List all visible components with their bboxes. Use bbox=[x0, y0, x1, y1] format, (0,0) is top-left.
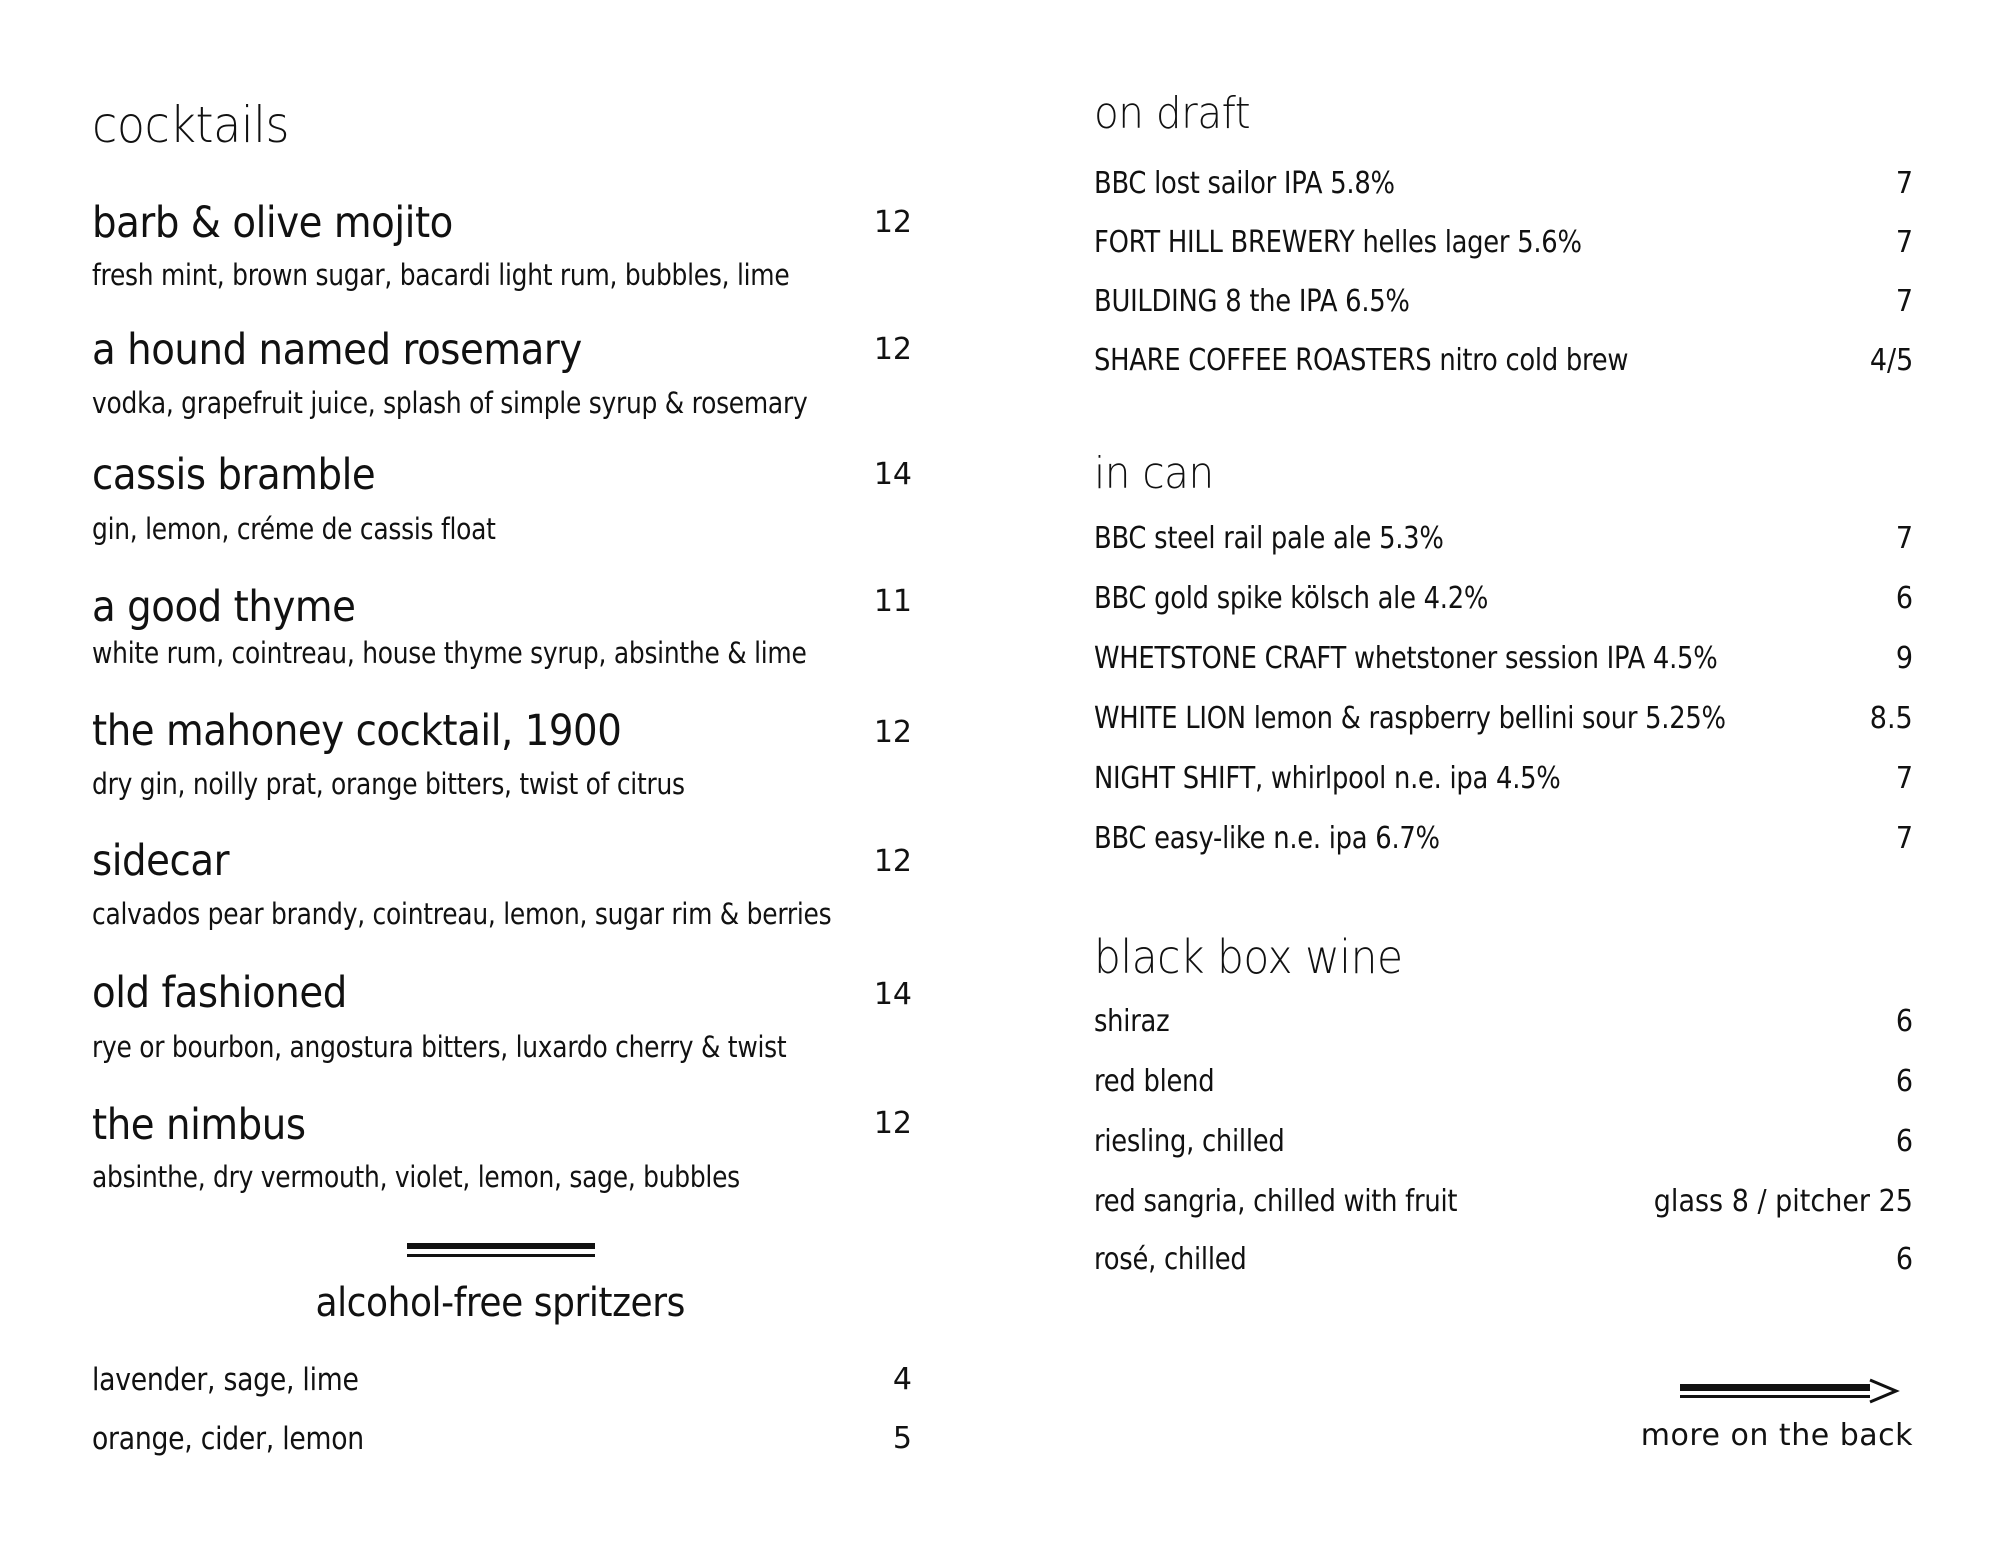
item-name: BBC steel rail pale ale 5.3% bbox=[1094, 521, 1444, 556]
item-name: riesling, chilled bbox=[1094, 1124, 1285, 1159]
item-name: WHITE LION lemon & raspberry bellini sour 5.25% bbox=[1094, 701, 1726, 736]
item-description: gin, lemon, créme de cassis float bbox=[92, 512, 496, 546]
item-price: 7 bbox=[1895, 166, 1913, 201]
item-price: 6 bbox=[1895, 1064, 1913, 1099]
item-price: 6 bbox=[1895, 1004, 1913, 1039]
item-price: 5 bbox=[892, 1421, 912, 1456]
item-name: old fashioned bbox=[92, 968, 347, 1018]
double-arrow-right-icon bbox=[1680, 1378, 1900, 1410]
item-price: 9 bbox=[1895, 641, 1913, 676]
item-price: 12 bbox=[873, 844, 912, 879]
item-price: 7 bbox=[1895, 225, 1913, 260]
item-name: red sangria, chilled with fruit bbox=[1094, 1184, 1458, 1219]
item-name: lavender, sage, lime bbox=[92, 1362, 359, 1398]
item-name: barb & olive mojito bbox=[92, 198, 453, 248]
item-description: vodka, grapefruit juice, splash of simple syrup & rosemary bbox=[92, 386, 808, 420]
more-on-back-label: more on the back bbox=[1640, 1418, 1913, 1453]
item-description: dry gin, noilly prat, orange bitters, twist of citrus bbox=[92, 767, 685, 801]
item-description: fresh mint, brown sugar, bacardi light rum, bubbles, lime bbox=[92, 258, 790, 292]
item-price: 6 bbox=[1895, 1124, 1913, 1159]
cocktails-heading: cocktails bbox=[92, 96, 289, 154]
item-price: glass 8 / pitcher 25 bbox=[1653, 1184, 1913, 1219]
item-name: BBC lost sailor IPA 5.8% bbox=[1094, 166, 1395, 201]
item-price: 8.5 bbox=[1870, 701, 1913, 736]
spritzers-heading-text: alcohol-free spritzers bbox=[315, 1280, 685, 1326]
item-price: 4/5 bbox=[1869, 343, 1913, 378]
on-draft-heading: on draft bbox=[1094, 88, 1251, 139]
item-price: 7 bbox=[1895, 521, 1913, 556]
section-divider bbox=[407, 1243, 595, 1257]
item-name: cassis bramble bbox=[92, 450, 376, 500]
item-description: white rum, cointreau, house thyme syrup, absinthe & lime bbox=[92, 636, 807, 670]
item-price: 4 bbox=[892, 1362, 912, 1397]
item-name: a good thyme bbox=[92, 582, 356, 632]
item-price: 12 bbox=[873, 332, 912, 367]
item-name: a hound named rosemary bbox=[92, 325, 582, 375]
item-price: 12 bbox=[873, 715, 912, 750]
item-price: 6 bbox=[1895, 581, 1913, 616]
item-price: 7 bbox=[1895, 284, 1913, 319]
item-price: 14 bbox=[873, 977, 912, 1012]
item-name: BUILDING 8 the IPA 6.5% bbox=[1094, 284, 1410, 319]
item-name: SHARE COFFEE ROASTERS nitro cold brew bbox=[1094, 343, 1629, 378]
item-name: FORT HILL BREWERY helles lager 5.6% bbox=[1094, 225, 1582, 260]
item-price: 6 bbox=[1895, 1242, 1913, 1277]
item-description: absinthe, dry vermouth, violet, lemon, sage, bubbles bbox=[92, 1160, 740, 1194]
item-price: 12 bbox=[873, 1106, 912, 1141]
item-name: red blend bbox=[1094, 1064, 1215, 1099]
item-price: 11 bbox=[873, 584, 912, 619]
item-price: 7 bbox=[1895, 761, 1913, 796]
item-price: 12 bbox=[873, 205, 912, 240]
item-description: calvados pear brandy, cointreau, lemon, sugar rim & berries bbox=[92, 897, 832, 931]
item-name: the mahoney cocktail, 1900 bbox=[92, 706, 622, 756]
item-name: WHETSTONE CRAFT whetstoner session IPA 4.5% bbox=[1094, 641, 1718, 676]
item-name: the nimbus bbox=[92, 1100, 306, 1150]
wine-heading: black box wine bbox=[1094, 930, 1403, 984]
item-name: rosé, chilled bbox=[1094, 1242, 1247, 1277]
item-name: sidecar bbox=[92, 836, 230, 886]
item-description: rye or bourbon, angostura bitters, luxardo cherry & twist bbox=[92, 1030, 787, 1064]
item-name: orange, cider, lemon bbox=[92, 1421, 364, 1457]
item-name: BBC easy-like n.e. ipa 6.7% bbox=[1094, 821, 1440, 856]
item-price: 7 bbox=[1895, 821, 1913, 856]
item-name: shiraz bbox=[1094, 1004, 1170, 1039]
spritzers-heading bbox=[0, 1280, 1000, 1326]
item-price: 14 bbox=[873, 457, 912, 492]
in-can-heading: in can bbox=[1094, 448, 1214, 499]
item-name: BBC gold spike kölsch ale 4.2% bbox=[1094, 581, 1489, 616]
item-name: NIGHT SHIFT, whirlpool n.e. ipa 4.5% bbox=[1094, 761, 1561, 796]
